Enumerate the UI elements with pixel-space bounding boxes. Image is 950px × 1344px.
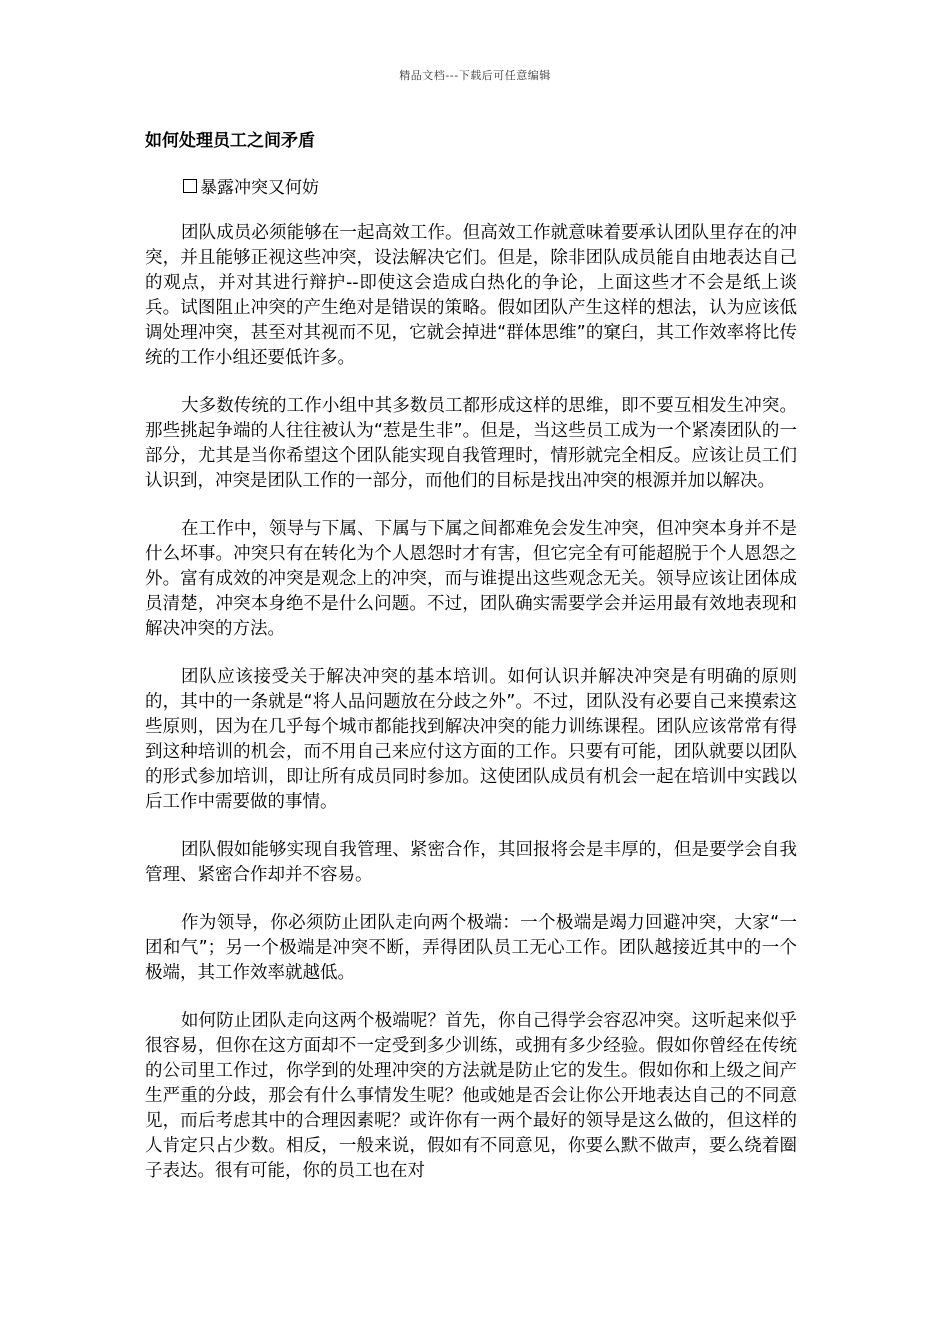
paragraph: 在工作中，领导与下属、下属与下属之间都难免会发生冲突，但冲突本身并不是什么坏事。冲突只有在转化为个人恩怨时才有害，但它完全有可能超脱于个人恩怨之外。富有成效的冲突是观念上的冲突，而与谁提出这些观念无关。领导应该让团体成员清楚，冲突本身绝不是什么问题。不过，团队确实需要学会并运用最有效地表现和解决冲突的方法。 <box>145 519 797 639</box>
checkbox-icon <box>183 179 197 193</box>
document-title: 如何处理员工之间矛盾 <box>145 131 315 151</box>
paragraph: 团队应该接受关于解决冲突的基本培训。如何认识并解决冲突是有明确的原则的，其中的一条就是“将人品问题放在分歧之外”。不过，团队没有必要自己来摸索这些原则，因为在几乎每个城市都能找到解决冲突的能力训练课程。团队应该常常有得到这种培训的机会，而不用自己来应付这方面的工作。只要有可能，团队就要以团队的形式参加培训，即让所有成员同时参加。这使团队成员有机会一起在培训中实践以后工作中需要做的事情。 <box>145 667 797 812</box>
paragraph: 大多数传统的工作小组中其多数员工都形成这样的思维，即不要互相发生冲突。那些挑起争端的人往往被认为“惹是生非”。但是，当这些员工成为一个紧凑团队的一部分，尤其是当你希望这个团队能实现自我管理时，情形就完全相反。应该让员工们认识到，冲突是团队工作的一部分，而他们的目标是找出冲突的根源并加以解决。 <box>145 396 797 491</box>
paragraph: 团队成员必须能够在一起高效工作。但高效工作就意味着要承认团队里存在的冲突，并且能够正视这些冲突，设法解决它们。但是，除非团队成员能自由地表达自己的观点，并对其进行辩护--即使这会造成白热化的争论，上面这些才不会是纸上谈兵。试图阻止冲突的产生绝对是错误的策略。假如团队产生这样的想法，认为应该低调处理冲突，甚至对其视而不见，它就会掉进“群体思维”的窠臼，其工作效率将比传统的工作小组还要低许多。 <box>145 223 797 368</box>
paragraph: 如何防止团队走向这两个极端呢？首先，你自己得学会容忍冲突。这听起来似乎很容易，但你在这方面却不一定受到多少训练，或拥有多少经验。假如你曾经在传统的公司里工作过，你学到的处理冲突的方法就是防止它的发生。假如你和上级之间产生严重的分歧，那会有什么事情发生呢？他或她是否会让你公开地表达自己的不同意见，而后考虑其中的合理因素呢？或许你有一两个最好的领导是这么做的，但这样的人肯定只占少数。相反，一般来说，假如有不同意见，你要么默不做声，要么绕着圈子表达。很有可能，你的员工也在对 <box>145 1011 797 1181</box>
paragraph: 作为领导，你必须防止团队走向两个极端：一个极端是竭力回避冲突，大家“一团和气”；另一个极端是冲突不断，弄得团队员工无心工作。团队越接近其中的一个极端，其工作效率就越低。 <box>145 913 797 983</box>
section-heading-text: 暴露冲突又何妨 <box>200 178 319 198</box>
section-heading <box>183 173 319 198</box>
paragraph: 团队假如能够实现自我管理、紧密合作，其回报将会是丰厚的，但是要学会自我管理、紧密合作却并不容易。 <box>145 840 797 885</box>
header-note: 精品文档---下载后可任意编辑 <box>399 69 551 82</box>
document-body <box>145 221 797 1207</box>
